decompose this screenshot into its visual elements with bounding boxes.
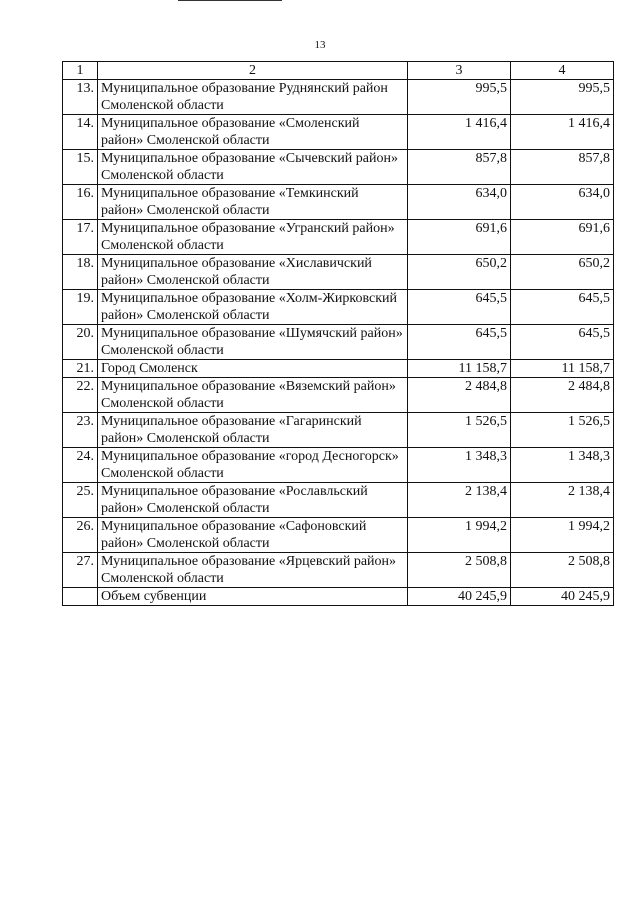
row-value-col4: 650,2 — [511, 255, 614, 290]
row-name: Муниципальное образование «Сычевский район» Смоленской области — [98, 150, 408, 185]
total-value-col3: 40 245,9 — [408, 588, 511, 606]
page-number: 13 — [314, 39, 326, 51]
row-value-col3: 2 484,8 — [408, 378, 511, 413]
row-value-col4: 645,5 — [511, 290, 614, 325]
row-value-col3: 691,6 — [408, 220, 511, 255]
row-value-col3: 1 348,3 — [408, 448, 511, 483]
total-value-col4: 40 245,9 — [511, 588, 614, 606]
row-name: Муниципальное образование «Сафоновский район» Смоленской области — [98, 518, 408, 553]
top-scan-line — [178, 0, 282, 1]
table-row — [63, 115, 614, 150]
table-row — [63, 185, 614, 220]
header-cell-2: 2 — [98, 62, 408, 80]
table-row — [63, 150, 614, 185]
row-number: 21. — [63, 360, 98, 378]
row-value-col4: 2 138,4 — [511, 483, 614, 518]
subvention-table — [62, 61, 614, 606]
table-row — [63, 220, 614, 255]
row-value-col3: 634,0 — [408, 185, 511, 220]
row-name: Муниципальное образование «Шумячский район» Смоленской области — [98, 325, 408, 360]
row-name: Муниципальное образование Руднянский район Смоленской области — [98, 80, 408, 115]
row-number: 26. — [63, 518, 98, 553]
row-value-col4: 645,5 — [511, 325, 614, 360]
table-row — [63, 360, 614, 378]
table-row — [63, 325, 614, 360]
row-value-col3: 650,2 — [408, 255, 511, 290]
total-label: Объем субвенции — [98, 588, 408, 606]
row-number: 19. — [63, 290, 98, 325]
header-cell-1: 1 — [63, 62, 98, 80]
row-number: 13. — [63, 80, 98, 115]
row-number: 23. — [63, 413, 98, 448]
row-name: Муниципальное образование «Гагаринский район» Смоленской области — [98, 413, 408, 448]
row-number: 27. — [63, 553, 98, 588]
row-value-col3: 1 526,5 — [408, 413, 511, 448]
table-row — [63, 518, 614, 553]
row-value-col3: 1 416,4 — [408, 115, 511, 150]
row-value-col4: 1 526,5 — [511, 413, 614, 448]
row-number: 24. — [63, 448, 98, 483]
row-value-col3: 11 158,7 — [408, 360, 511, 378]
table-row — [63, 413, 614, 448]
row-name: Муниципальное образование «Ярцевский район» Смоленской области — [98, 553, 408, 588]
row-number: 15. — [63, 150, 98, 185]
header-cell-4: 4 — [511, 62, 614, 80]
row-number: 16. — [63, 185, 98, 220]
row-name: Муниципальное образование «Вяземский район» Смоленской области — [98, 378, 408, 413]
row-name: Муниципальное образование «Темкинский район» Смоленской области — [98, 185, 408, 220]
row-value-col4: 1 994,2 — [511, 518, 614, 553]
table-row — [63, 378, 614, 413]
row-value-col4: 2 484,8 — [511, 378, 614, 413]
row-value-col3: 2 508,8 — [408, 553, 511, 588]
row-value-col4: 995,5 — [511, 80, 614, 115]
total-row — [63, 588, 614, 606]
row-number: 20. — [63, 325, 98, 360]
row-name: Муниципальное образование «Хиславичский район» Смоленской области — [98, 255, 408, 290]
row-value-col4: 1 348,3 — [511, 448, 614, 483]
table-row — [63, 553, 614, 588]
row-value-col3: 645,5 — [408, 290, 511, 325]
row-name: Муниципальное образование «город Десногорск» Смоленской области — [98, 448, 408, 483]
row-name: Город Смоленск — [98, 360, 408, 378]
row-number: 17. — [63, 220, 98, 255]
row-value-col4: 2 508,8 — [511, 553, 614, 588]
row-number: 22. — [63, 378, 98, 413]
row-name: Муниципальное образование «Угранский район» Смоленской области — [98, 220, 408, 255]
row-value-col3: 857,8 — [408, 150, 511, 185]
row-value-col3: 995,5 — [408, 80, 511, 115]
row-value-col4: 11 158,7 — [511, 360, 614, 378]
row-value-col4: 857,8 — [511, 150, 614, 185]
row-value-col3: 1 994,2 — [408, 518, 511, 553]
table-row — [63, 80, 614, 115]
row-value-col4: 691,6 — [511, 220, 614, 255]
row-number: 18. — [63, 255, 98, 290]
table-row — [63, 483, 614, 518]
table-header-row — [63, 62, 614, 80]
row-number: 14. — [63, 115, 98, 150]
row-name: Муниципальное образование «Смоленский район» Смоленской области — [98, 115, 408, 150]
row-name: Муниципальное образование «Холм-Жирковский район» Смоленской области — [98, 290, 408, 325]
total-number — [63, 588, 98, 606]
row-value-col3: 645,5 — [408, 325, 511, 360]
row-value-col3: 2 138,4 — [408, 483, 511, 518]
table-row — [63, 448, 614, 483]
row-number: 25. — [63, 483, 98, 518]
table-row — [63, 290, 614, 325]
row-value-col4: 634,0 — [511, 185, 614, 220]
row-value-col4: 1 416,4 — [511, 115, 614, 150]
row-name: Муниципальное образование «Рославльский район» Смоленской области — [98, 483, 408, 518]
table-row — [63, 255, 614, 290]
header-cell-3: 3 — [408, 62, 511, 80]
